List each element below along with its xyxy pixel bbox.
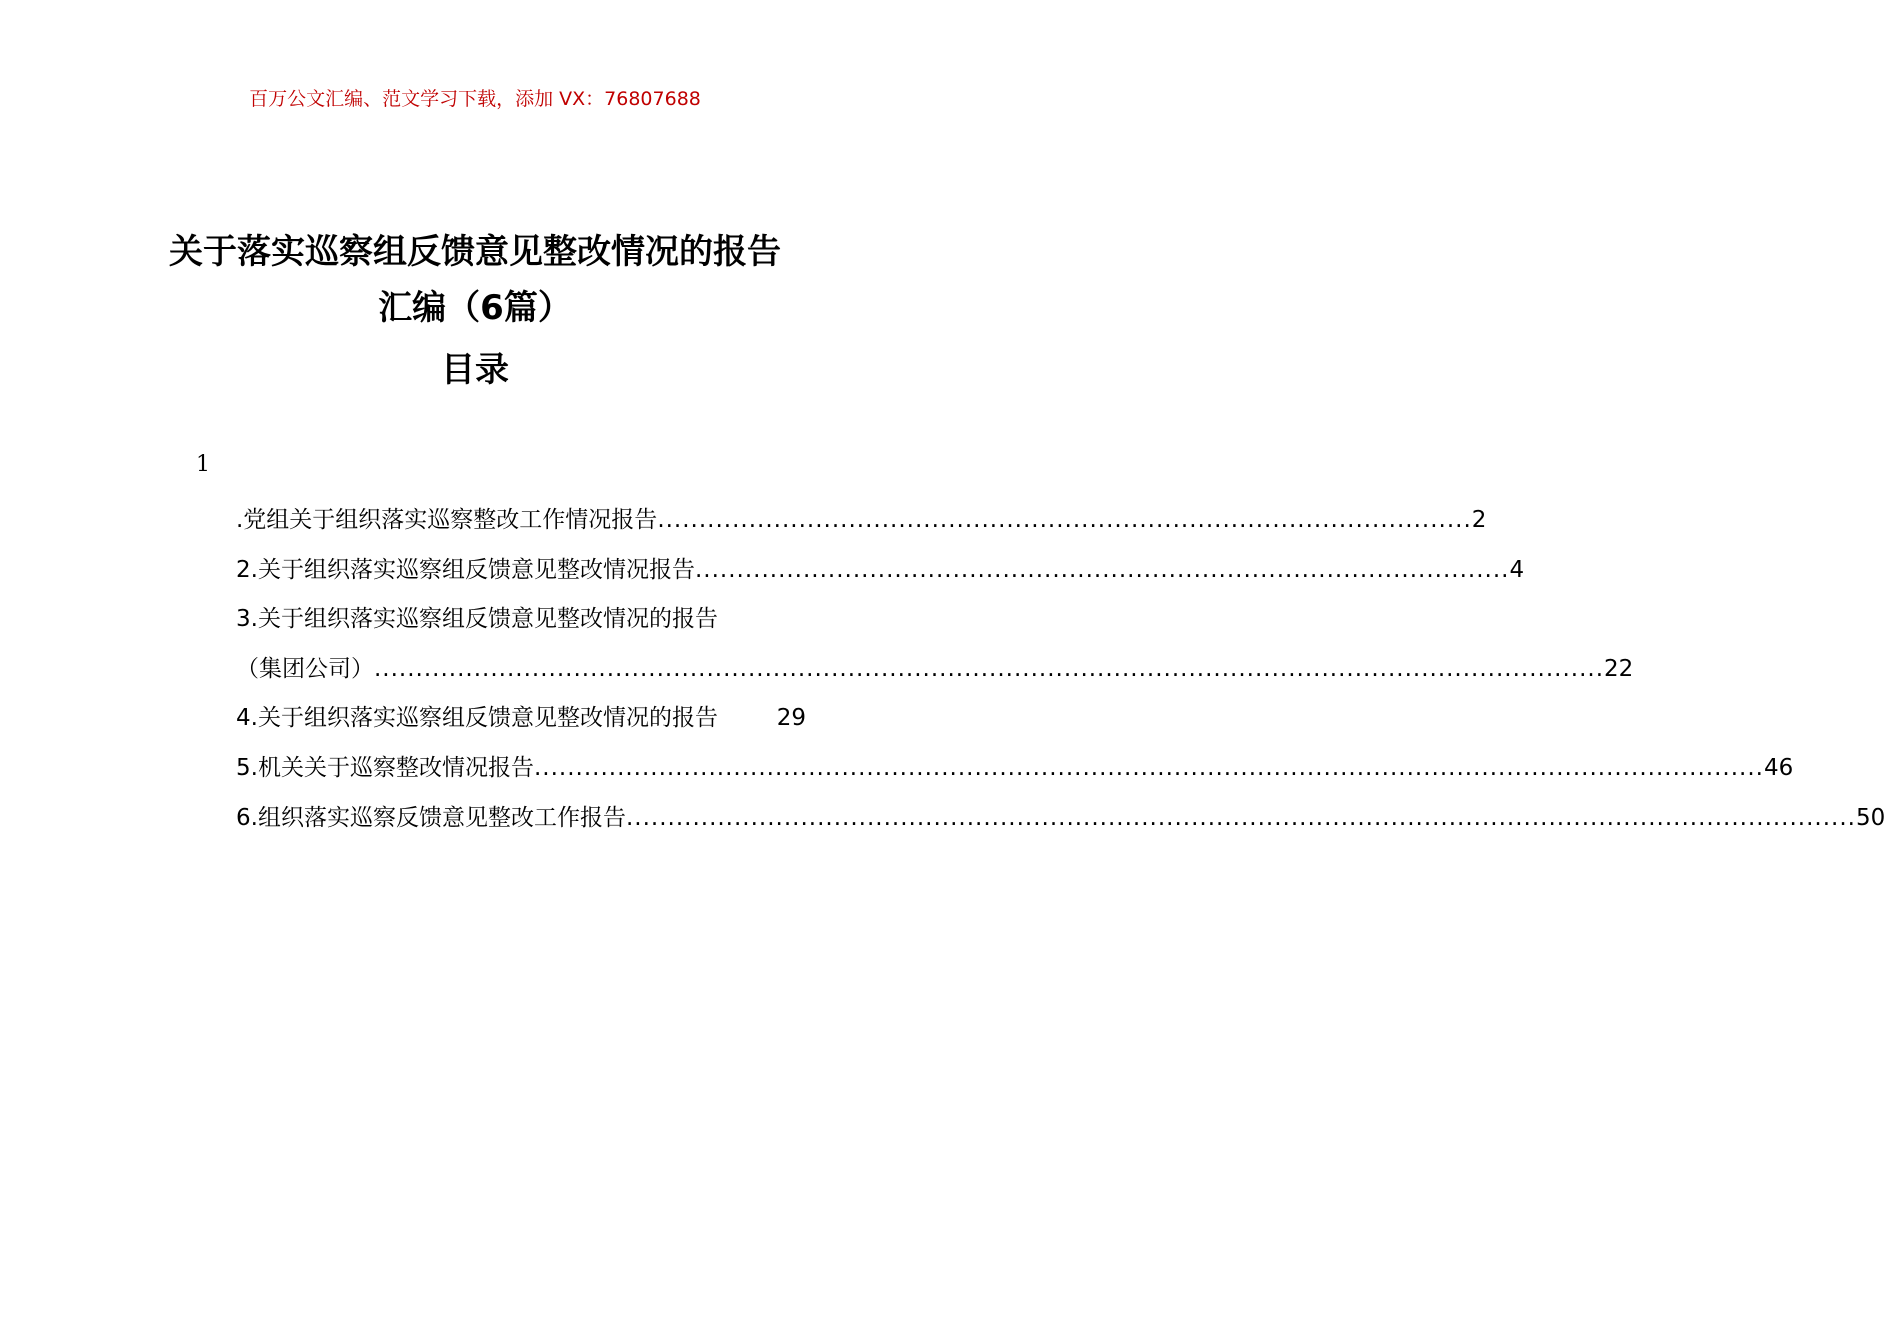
toc-leader-dots: .................................................................................................. [657, 507, 1472, 533]
toc-entry-text: 2.关于组织落实巡察组反馈意见整改情况报告 [236, 556, 695, 583]
toc-entry-text: 5.机关关于巡察整改情况报告 [236, 754, 534, 781]
toc-entry[interactable] [236, 595, 806, 645]
document-title-line-1: 关于落实巡察组反馈意见整改情况的报告 [169, 232, 781, 272]
toc-entry-text: 3.关于组织落实巡察组反馈意见整改情况的报告 [236, 606, 718, 633]
toc-entry[interactable] [236, 496, 1487, 546]
toc-leader-dots: .................................................................................................................................................... [625, 804, 1856, 831]
toc-entry-text: .党组关于组织落实巡察整改工作情况报告 [236, 507, 658, 533]
toc-entry-continuation[interactable] [236, 645, 1634, 695]
watermark-header-note: 百万公文汇编、范文学习下载，添加 VX：76807688 [249, 88, 701, 110]
toc-leader-dots: .................................................................................................................................................... [533, 754, 1764, 781]
toc-entry-text: 4.关于组织落实巡察组反馈意见整改情况的报告 [236, 705, 718, 732]
toc-heading: 目录 [441, 350, 509, 390]
toc-entry-page: 22 [1604, 655, 1634, 682]
toc-entry-text: 6.组织落实巡察反馈意见整改工作报告 [236, 804, 626, 831]
toc-entry[interactable] [236, 794, 1885, 844]
toc-entry-page: 50 [1856, 804, 1885, 831]
toc-entry-page: 29 [776, 705, 806, 732]
toc-entry[interactable] [236, 546, 1525, 596]
toc-leader-dots: .................................................................................................................................................... [374, 655, 1605, 682]
toc-entry-page: 46 [1764, 754, 1794, 781]
document-title-line-2: 汇编（6篇） [378, 288, 572, 328]
table-of-contents [236, 496, 1885, 843]
toc-leader-dots: .................................................................................................. [694, 556, 1510, 583]
toc-entry-text: （集团公司） [236, 655, 374, 682]
document-title [0, 224, 950, 336]
toc-entry[interactable] [236, 744, 1794, 794]
stray-number: 1 [196, 452, 210, 477]
toc-entry-page: 4 [1509, 556, 1525, 583]
toc-entry[interactable] [236, 694, 806, 744]
toc-entry-page: 2 [1471, 507, 1487, 533]
